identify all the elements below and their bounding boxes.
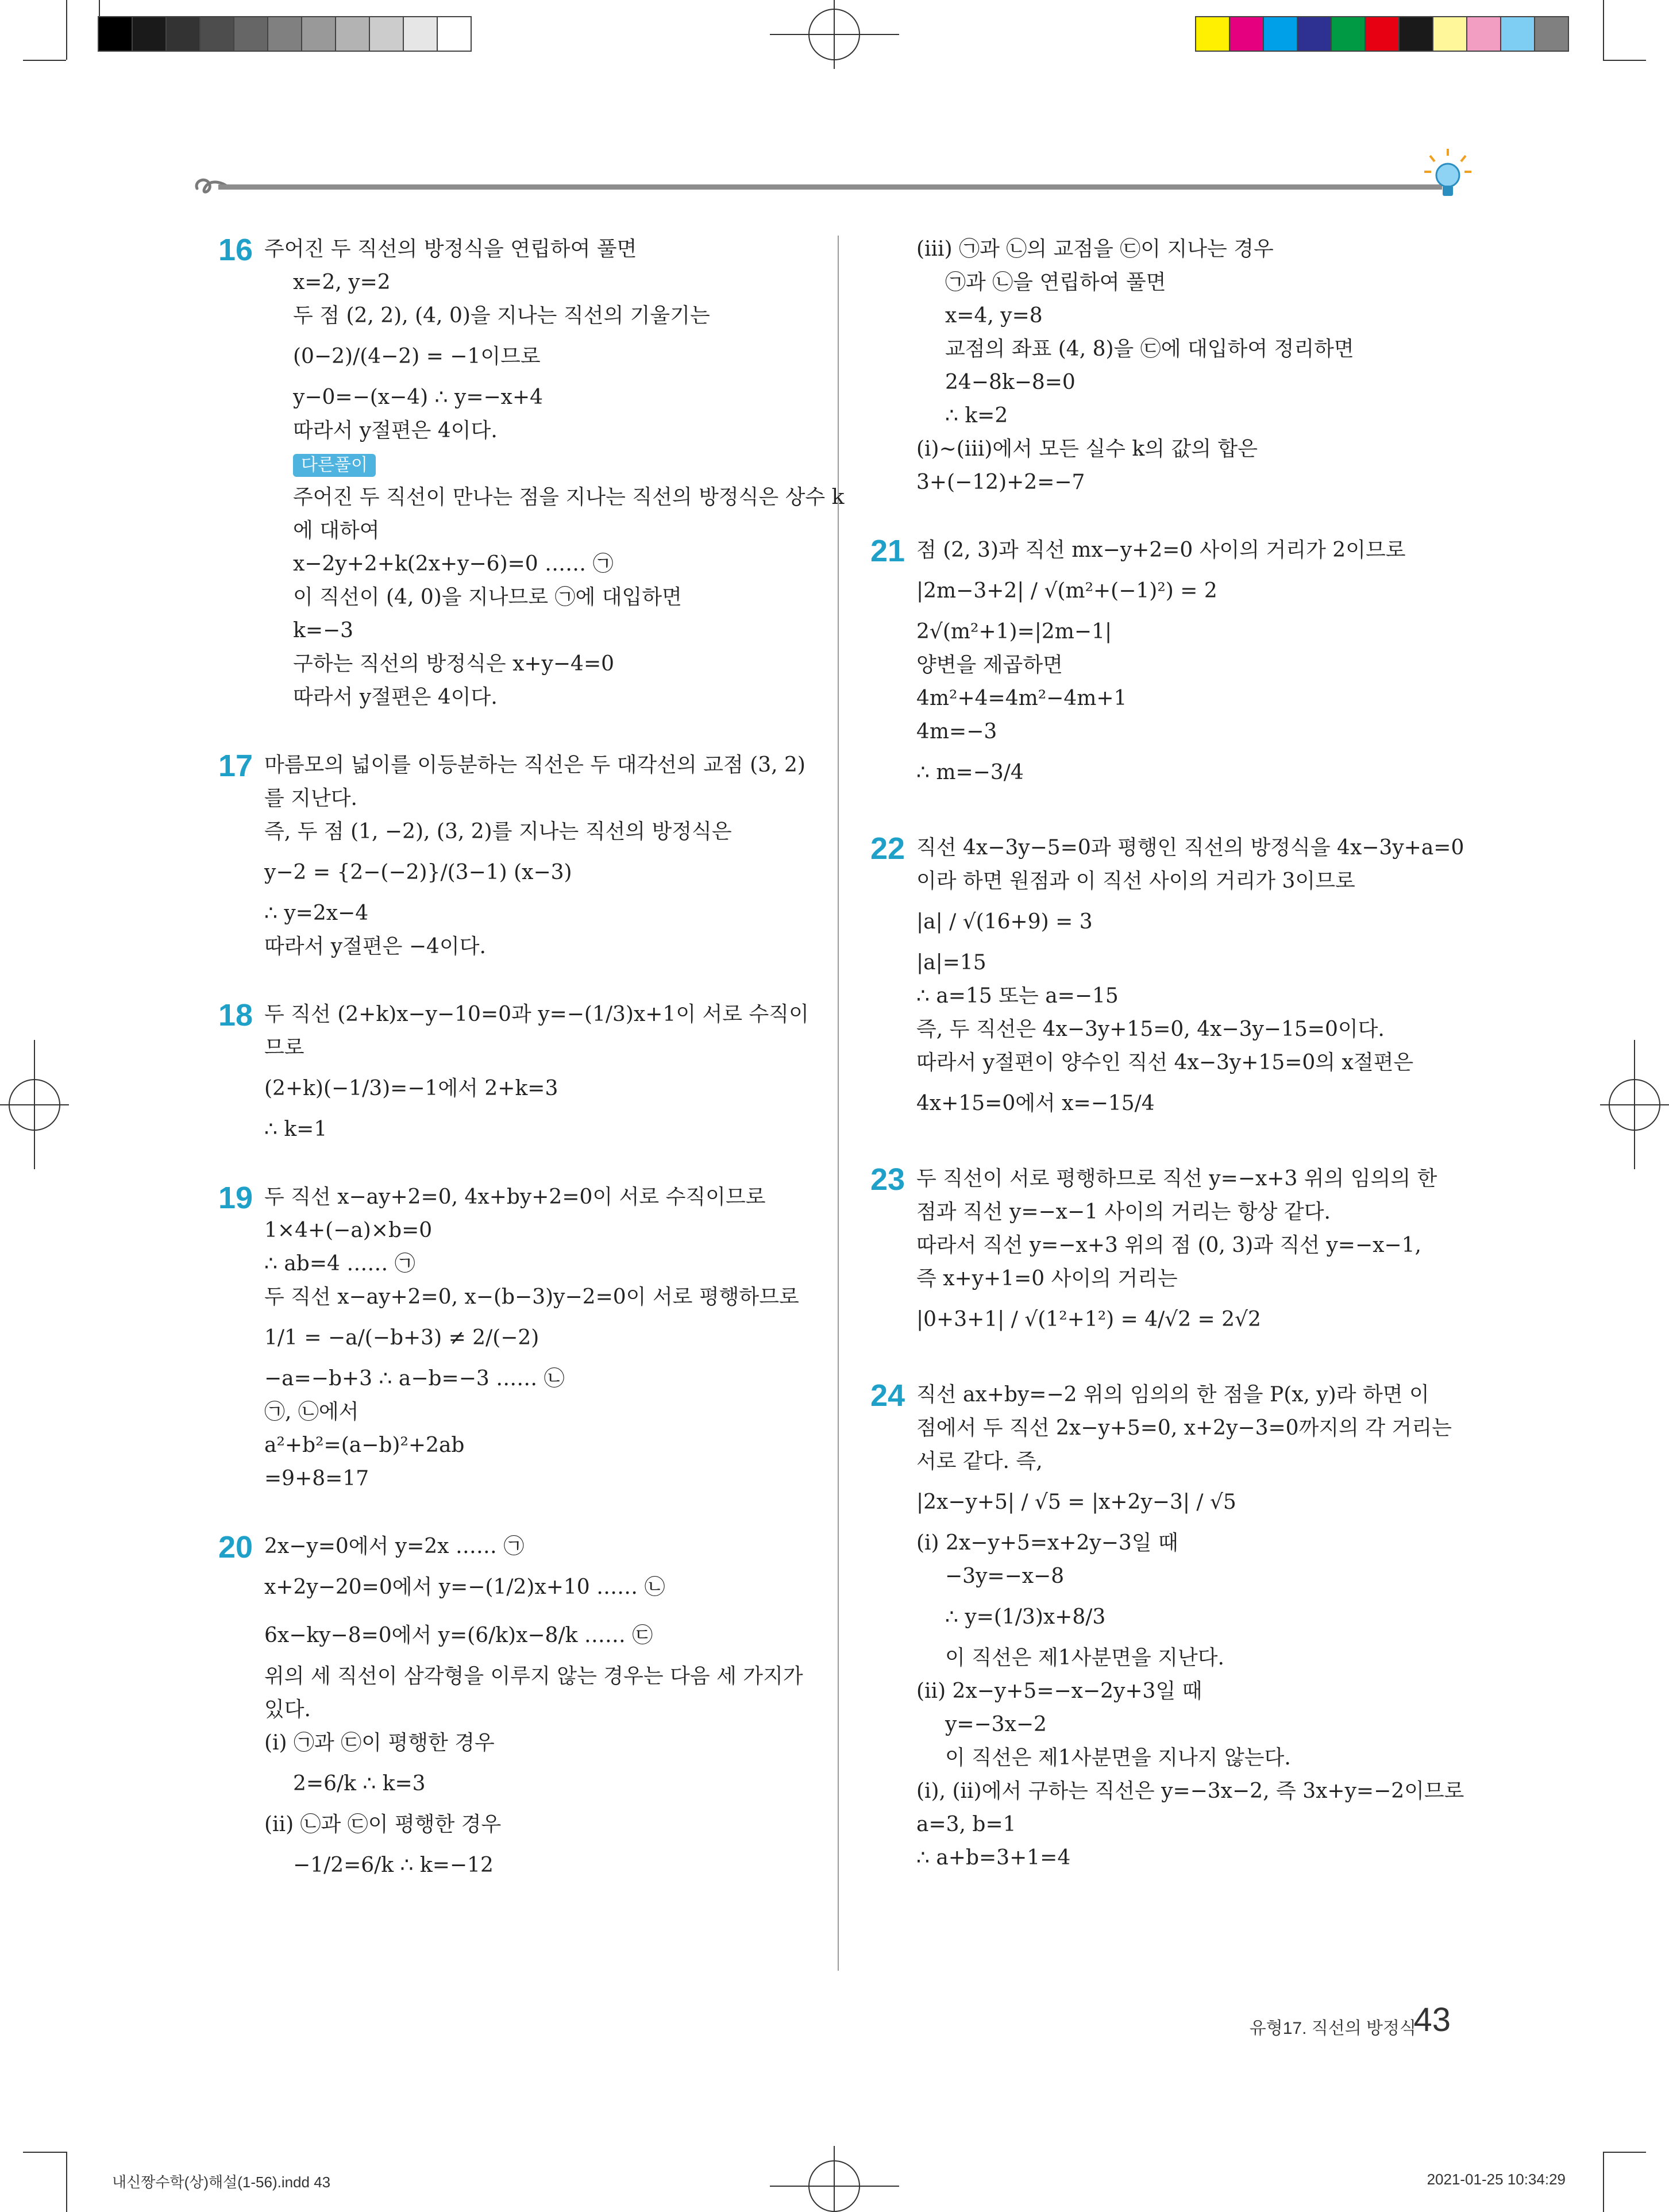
section-title: 유형17. 직선의 방정식 <box>1249 2019 1416 2038</box>
solution-line: 마름모의 넓이를 이등분하는 직선은 두 대각선의 교점 (3, 2) <box>264 753 805 777</box>
solution-line: 4x+15=0에서 x=−15/4 <box>916 1092 1155 1115</box>
solution-line: ∴ k=2 <box>945 404 1008 427</box>
solution-line: 구하는 직선의 방정식은 x+y−4=0 <box>293 652 615 676</box>
solution-line: 직선 4x−3y−5=0과 평행인 직선의 방정식을 4x−3y+a=0 <box>916 836 1464 860</box>
solution-line: ∴ ab=4 …… ㉠ <box>264 1252 415 1275</box>
solution-line: ∴ m=−3/4 <box>916 761 1024 784</box>
solution-line: (2+k)(−1/3)=−1에서 2+k=3 <box>264 1077 558 1100</box>
registration-line <box>1634 1040 1635 1169</box>
solution-line: 즉 x+y+1=0 사이의 거리는 <box>916 1267 1178 1290</box>
registration-line <box>834 2146 835 2212</box>
solution-line: x=4, y=8 <box>945 304 1043 327</box>
page-number: 43 <box>1413 2001 1451 2038</box>
solution-line: ㉠과 ㉡을 연립하여 풀면 <box>945 271 1166 294</box>
color-swatch <box>233 16 268 52</box>
solution-line: 4m²+4=4m²−4m+1 <box>916 687 1127 710</box>
solution-line: x=2, y=2 <box>293 271 391 294</box>
problem-21 <box>870 534 1465 797</box>
solution-line: 두 직선이 서로 평행하므로 직선 y=−x+3 위의 임의의 한 <box>916 1167 1437 1190</box>
slug-timestamp: 2021-01-25 10:34:29 <box>1427 2171 1566 2188</box>
solution-line: 즉, 두 직선은 4x−3y+15=0, 4x−3y−15=0이다. <box>916 1018 1385 1041</box>
solution-line: 직선 ax+by=−2 위의 임의의 한 점을 P(x, y)라 하면 이 <box>916 1383 1429 1406</box>
solution-line: |2m−3+2| / √(m²+(−1)²) = 2 <box>916 579 1217 603</box>
solution-line: a=3, b=1 <box>916 1813 1016 1836</box>
problem-20-continued <box>870 233 1465 499</box>
solution-line: 점 (2, 3)과 직선 mx−y+2=0 사이의 거리가 2이므로 <box>916 538 1406 562</box>
solution-line: −3y=−x−8 <box>945 1564 1065 1588</box>
registration-line <box>834 0 835 69</box>
solution-line: (0−2)/(4−2) = −1이므로 <box>293 345 541 368</box>
solution-line: ∴ a+b=3+1=4 <box>916 1846 1071 1870</box>
solution-line: 두 직선 (2+k)x−y−10=0과 y=−(1/3)x+1이 서로 수직이 <box>264 1003 809 1026</box>
crop-mark <box>1603 0 1604 60</box>
color-swatch <box>1297 16 1332 52</box>
problem-number: 22 <box>870 831 905 866</box>
solution-line: |0+3+1| / √(1²+1²) = 4/√2 = 2√2 <box>916 1308 1261 1331</box>
solution-line: 4m=−3 <box>916 720 997 743</box>
solution-line: 위의 세 직선이 삼각형을 이루지 않는 경우는 다음 세 가지가 <box>264 1664 803 1688</box>
crop-mark <box>99 0 100 16</box>
solution-line: 1/1 = −a/(−b+3) ≠ 2/(−2) <box>264 1326 539 1350</box>
solution-line: 양변을 제곱하면 <box>916 653 1063 677</box>
solution-line: −a=−b+3 ∴ a−b=−3 …… ㉡ <box>264 1367 565 1390</box>
solution-line: 두 직선 x−ay+2=0, x−(b−3)y−2=0이 서로 평행하므로 <box>264 1285 799 1309</box>
solution-line: y−0=−(x−4) ∴ y=−x+4 <box>293 386 544 409</box>
solution-line: 에 대하여 <box>293 519 380 542</box>
crop-mark <box>1603 2152 1646 2153</box>
solution-line: 므로 <box>264 1036 304 1059</box>
solution-line: 서로 같다. 즉, <box>916 1450 1043 1473</box>
crop-mark <box>23 60 66 61</box>
solution-line: ∴ k=1 <box>264 1117 327 1141</box>
crop-mark <box>66 0 67 60</box>
gray-color-bar <box>99 16 472 52</box>
solution-line: ∴ y=(1/3)x+8/3 <box>945 1605 1106 1629</box>
solution-line: x−2y+2+k(2x+y−6)=0 …… ㉠ <box>293 552 614 576</box>
solution-line: −1/2=6/k ∴ k=−12 <box>293 1853 494 1877</box>
solution-line: k=−3 <box>293 619 354 642</box>
color-swatch <box>132 16 167 52</box>
left-column <box>218 233 845 1924</box>
color-swatch <box>1534 16 1569 52</box>
registration-line <box>34 1040 35 1169</box>
color-swatch <box>1331 16 1366 52</box>
solution-line: 따라서 직선 y=−x+3 위의 점 (0, 3)과 직선 y=−x−1, <box>916 1234 1421 1257</box>
color-swatch <box>165 16 201 52</box>
problem-22 <box>870 831 1465 1128</box>
solution-line: |2x−y+5| / √5 = |x+2y−3| / √5 <box>916 1490 1236 1514</box>
color-swatch <box>1365 16 1400 52</box>
problem-number: 16 <box>218 233 253 267</box>
problem-number: 24 <box>870 1378 905 1413</box>
right-column <box>870 233 1465 1909</box>
solution-line: 따라서 y절편은 −4이다. <box>264 935 486 958</box>
solution-line: 두 점 (2, 2), (4, 0)을 지나는 직선의 기울기는 <box>293 304 710 327</box>
process-color-bar <box>1196 16 1569 52</box>
problem-23 <box>870 1162 1465 1344</box>
solution-line: (ⅰ) 2x−y+5=x+2y−3일 때 <box>916 1531 1178 1555</box>
problem-number: 17 <box>218 749 253 783</box>
solution-line: 1×4+(−a)×b=0 <box>264 1219 433 1242</box>
crop-mark <box>1603 2152 1604 2212</box>
solution-line: |a|=15 <box>916 951 986 974</box>
crop-mark <box>66 2152 67 2212</box>
solution-line: a²+b²=(a−b)²+2ab <box>264 1433 465 1457</box>
color-swatch <box>369 16 404 52</box>
problem-number: 21 <box>870 534 905 568</box>
solution-line: ∴ y=2x−4 <box>264 901 369 925</box>
crop-mark <box>23 2152 66 2153</box>
problem-16 <box>218 233 845 714</box>
solution-line: 교점의 좌표 (4, 8)을 ㉢에 대입하여 정리하면 <box>945 337 1354 361</box>
solution-line: y=−3x−2 <box>945 1713 1047 1736</box>
solution-line: 3+(−12)+2=−7 <box>916 471 1085 494</box>
solution-line: 이 직선은 제1사분면을 지난다. <box>945 1646 1224 1670</box>
color-swatch <box>437 16 472 52</box>
color-swatch <box>1229 16 1264 52</box>
color-swatch <box>301 16 336 52</box>
solution-line: 따라서 y절편이 양수인 직선 4x−3y+15=0의 x절편은 <box>916 1051 1414 1074</box>
color-swatch <box>267 16 302 52</box>
solution-line: 점과 직선 y=−x−1 사이의 거리는 항상 같다. <box>916 1200 1331 1224</box>
solution-line: (ⅱ) 2x−y+5=−x−2y+3일 때 <box>916 1679 1202 1703</box>
color-swatch <box>98 16 133 52</box>
solution-line: 이 직선은 제1사분면을 지나지 않는다. <box>945 1746 1291 1770</box>
problem-number: 20 <box>218 1530 253 1564</box>
solution-line: (ⅰ) ㉠과 ㉢이 평행한 경우 <box>264 1731 495 1755</box>
solution-line: 주어진 두 직선이 만나는 점을 지나는 직선의 방정식은 상수 k <box>293 485 845 509</box>
color-swatch <box>1195 16 1230 52</box>
solution-line: 주어진 두 직선의 방정식을 연립하여 풀면 <box>264 237 637 261</box>
solution-line: 이라 하면 원점과 이 직선 사이의 거리가 3이므로 <box>916 869 1355 893</box>
color-swatch <box>1398 16 1433 52</box>
solution-line: 6x−ky−8=0에서 y=(6/k)x−8/k …… ㉢ <box>264 1624 653 1647</box>
problem-24 <box>870 1378 1465 1875</box>
problem-19 <box>218 1181 810 1496</box>
solution-line: (ⅲ) ㉠과 ㉡의 교점을 ㉢이 지나는 경우 <box>916 237 1274 261</box>
crop-mark <box>1603 60 1646 61</box>
solution-line: (ⅰ), (ⅱ)에서 구하는 직선은 y=−3x−2, 즉 3x+y=−2이므로 <box>916 1779 1464 1803</box>
color-swatch <box>199 16 234 52</box>
color-swatch <box>335 16 370 52</box>
color-swatch <box>1500 16 1535 52</box>
solution-line: |a| / √(16+9) = 3 <box>916 910 1093 934</box>
solution-line: (ⅰ)~(ⅲ)에서 모든 실수 k의 값의 합은 <box>916 437 1258 461</box>
solution-line: (ⅱ) ㉡과 ㉢이 평행한 경우 <box>264 1813 502 1836</box>
problem-number: 18 <box>218 998 253 1032</box>
problem-number: 23 <box>870 1162 905 1197</box>
solution-line: y−2 = {2−(−2)}/(3−1) (x−3) <box>264 861 572 884</box>
header-rule <box>218 184 1442 190</box>
color-swatch <box>403 16 438 52</box>
color-swatch <box>1466 16 1501 52</box>
solution-line: 2√(m²+1)=|2m−1| <box>916 620 1112 643</box>
solution-line: 따라서 y절편은 4이다. <box>293 419 498 442</box>
solution-line: x+2y−20=0에서 y=−(1/2)x+10 …… ㉡ <box>264 1575 665 1599</box>
color-swatch <box>1432 16 1467 52</box>
solution-line: =9+8=17 <box>264 1467 369 1490</box>
solution-line: 2=6/k ∴ k=3 <box>293 1772 426 1795</box>
solution-line: 즉, 두 점 (1, −2), (3, 2)를 지나는 직선의 방정식은 <box>264 820 732 843</box>
problem-18 <box>218 998 810 1146</box>
solution-line: 두 직선 x−ay+2=0, 4x+by+2=0이 서로 수직이므로 <box>264 1185 766 1209</box>
solution-line: 이 직선이 (4, 0)을 지나므로 ㉠에 대입하면 <box>293 585 682 609</box>
solution-line: ㉠, ㉡에서 <box>264 1400 359 1424</box>
lightbulb-icon <box>1422 147 1474 204</box>
solution-line: 2x−y=0에서 y=2x …… ㉠ <box>264 1535 525 1558</box>
problem-number: 19 <box>218 1181 253 1215</box>
solution-line: 점에서 두 직선 2x−y+5=0, x+2y−3=0까지의 각 거리는 <box>916 1416 1452 1440</box>
solution-line: 따라서 y절편은 4이다. <box>293 685 498 709</box>
solution-line: ∴ a=15 또는 a=−15 <box>916 984 1119 1008</box>
solution-line: 24−8k−8=0 <box>945 371 1076 394</box>
problem-20 <box>218 1530 810 1890</box>
problem-17 <box>218 749 810 964</box>
solution-line: 있다. <box>264 1698 311 1721</box>
solution-line: 를 지난다. <box>264 787 357 810</box>
alt-solution-badge: 다른풀이 <box>293 454 376 477</box>
color-swatch <box>1263 16 1298 52</box>
slug-filename: 내신짱수학(상)해설(1-56).indd 43 <box>112 2174 331 2191</box>
